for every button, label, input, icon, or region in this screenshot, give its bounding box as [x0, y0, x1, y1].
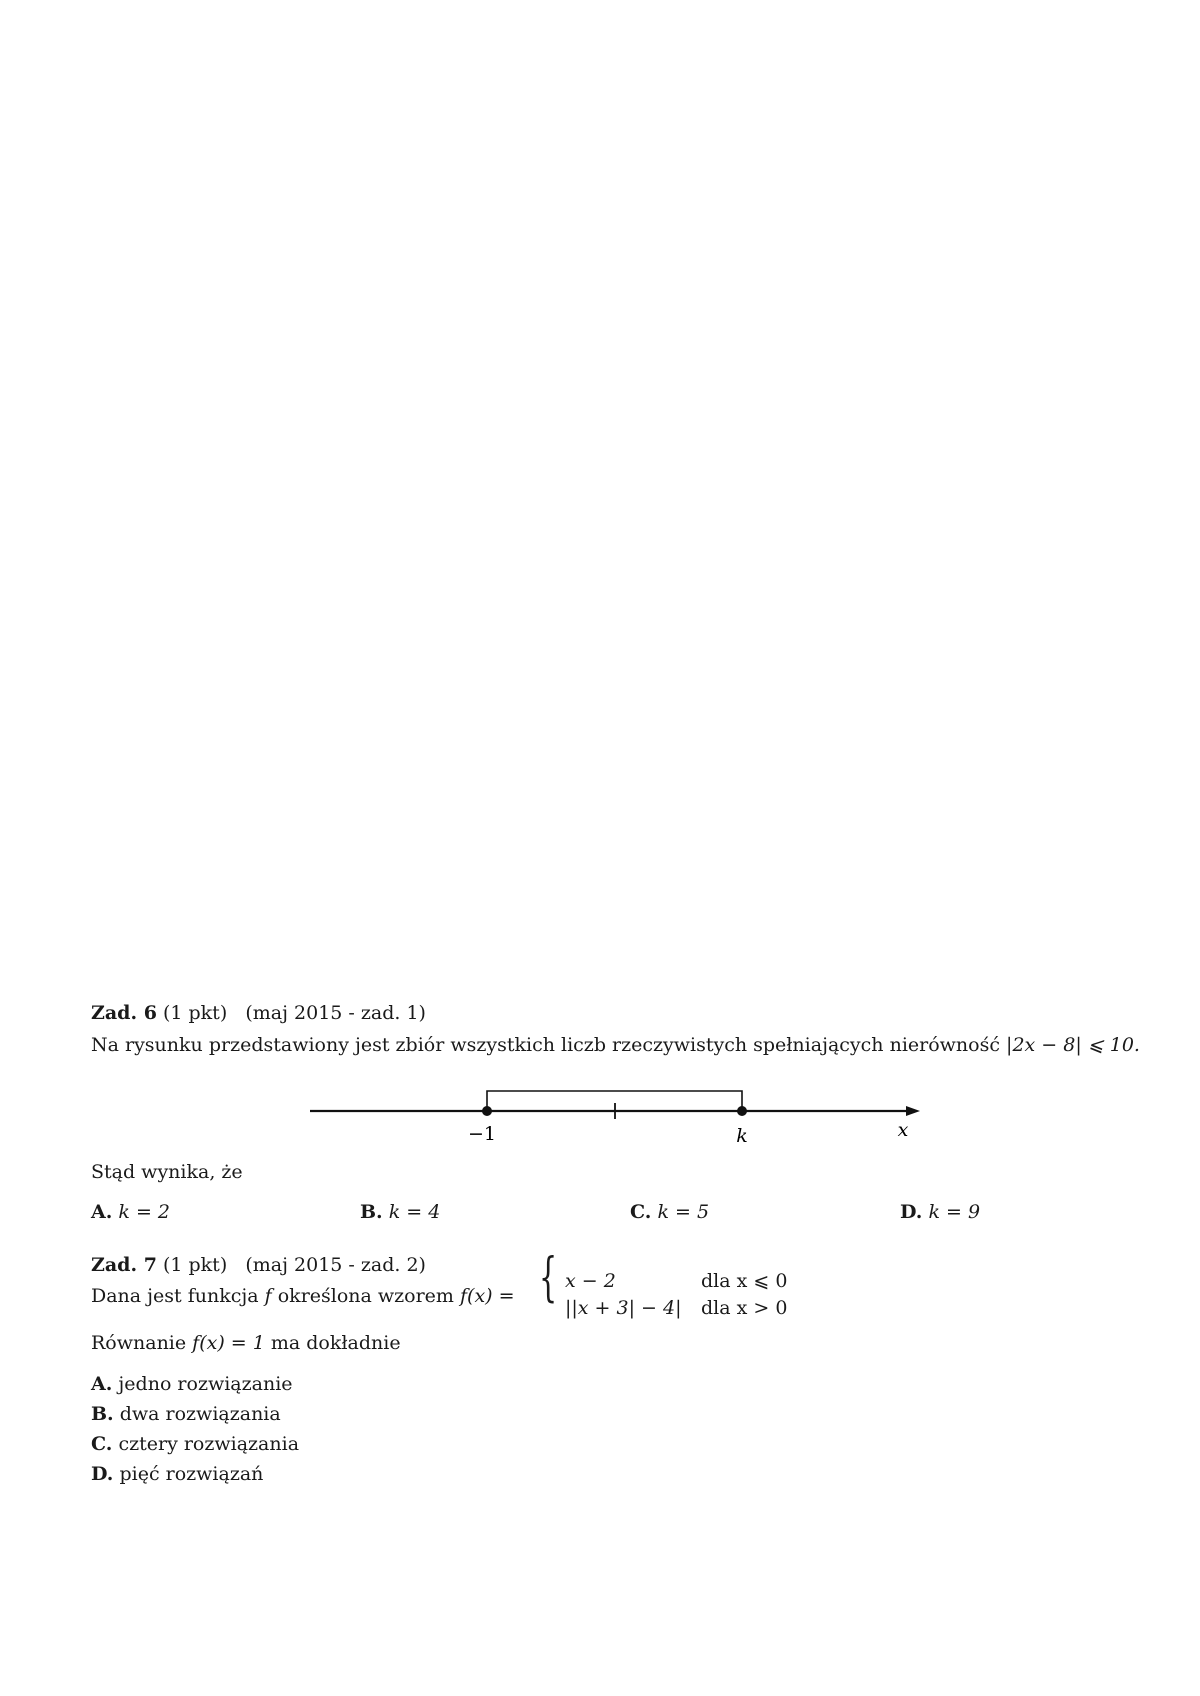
answer-text: dwa rozwiązania [119, 1403, 281, 1425]
task-7-intro-cont: określona wzorem [271, 1285, 460, 1307]
task-6-label: Zad. 6 [91, 1002, 157, 1024]
equation-text: Równanie [91, 1332, 193, 1354]
label-x-axis: x [897, 1119, 909, 1141]
case-1-condition: dla x ⩽ 0 [701, 1270, 788, 1292]
endpoint-left [482, 1106, 492, 1116]
equation-math: f(x) = 1 [192, 1332, 265, 1354]
task-6-answer-a[interactable] [91, 1203, 170, 1222]
answer-text: jedno rozwiązanie [118, 1373, 293, 1395]
case-2-expression: ||x + 3| − 4| [565, 1297, 682, 1319]
label-k: k [736, 1125, 748, 1147]
equation-text-cont: ma dokładnie [264, 1332, 401, 1354]
task-7-function-name: f [264, 1285, 272, 1307]
task-6-statement [91, 1036, 1140, 1055]
answer-letter: B. [360, 1201, 383, 1223]
task-6-answer-d[interactable] [900, 1203, 980, 1222]
task-7-intro: Dana jest funkcja [91, 1285, 265, 1307]
task-6-header [91, 1004, 426, 1023]
answer-letter: B. [91, 1403, 114, 1425]
answer-letter: A. [91, 1201, 113, 1223]
task-6-meta: (1 pkt) (maj 2015 - zad. 1) [162, 1002, 426, 1024]
answer-text: cztery rozwiązania [118, 1433, 300, 1455]
case-2-condition: dla x > 0 [701, 1297, 788, 1319]
task-6-conclusion: Stąd wynika, że [91, 1161, 243, 1183]
task-7-answer-b[interactable] [91, 1405, 281, 1424]
answer-letter: A. [91, 1373, 113, 1395]
task-6-inequality: |2x − 8| ⩽ 10. [1006, 1034, 1140, 1056]
task-6-statement-text: Na rysunku przedstawiony jest zbiór wszystkich liczb rzeczywistych spełniających nierówność [91, 1034, 1007, 1056]
answer-text: pięć rozwiązań [119, 1463, 264, 1485]
label-minus-one: −1 [467, 1123, 497, 1145]
case-1-expression: x − 2 [565, 1270, 616, 1292]
task-7-equation [91, 1334, 401, 1353]
task-7-header [91, 1256, 426, 1275]
task-7-fx: f(x) = [460, 1285, 515, 1307]
answer-text: k = 9 [928, 1201, 981, 1223]
endpoint-right [737, 1106, 747, 1116]
task-6-answer-c[interactable] [630, 1203, 709, 1222]
answer-letter: D. [900, 1201, 923, 1223]
task-7-answer-c[interactable] [91, 1435, 299, 1454]
task-7-meta: (1 pkt) (maj 2015 - zad. 2) [162, 1254, 426, 1276]
answer-text: k = 4 [388, 1201, 441, 1223]
task-7-statement [91, 1287, 515, 1306]
task-7-answer-a[interactable] [91, 1375, 293, 1394]
answer-letter: C. [630, 1201, 652, 1223]
answer-letter: D. [91, 1463, 114, 1485]
answer-text: k = 5 [657, 1201, 710, 1223]
axis-arrow-icon [906, 1106, 920, 1116]
answer-letter: C. [91, 1433, 113, 1455]
task-7-label: Zad. 7 [91, 1254, 157, 1276]
task-6-answer-b[interactable] [360, 1203, 440, 1222]
answer-text: k = 2 [118, 1201, 171, 1223]
task-7-answer-d[interactable] [91, 1465, 263, 1484]
piecewise-brace: { [539, 1248, 558, 1308]
